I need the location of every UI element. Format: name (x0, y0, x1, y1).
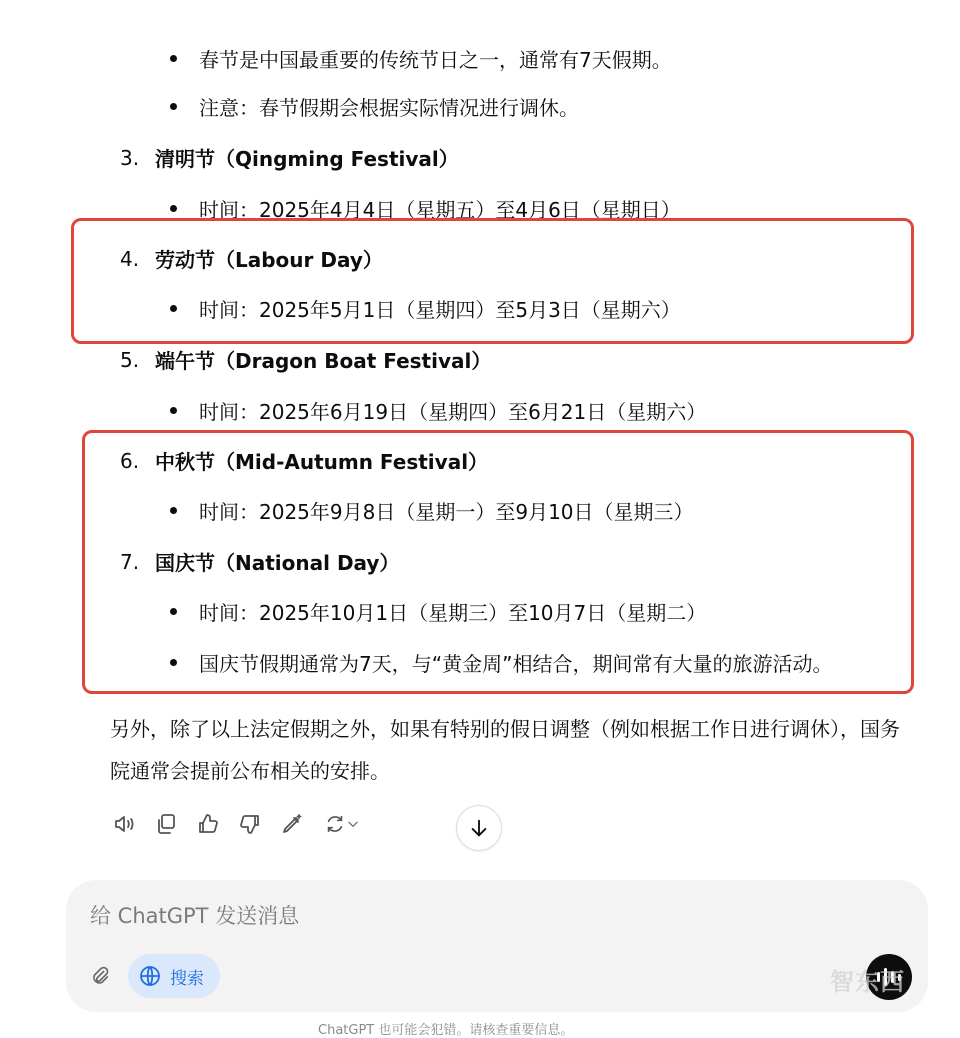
message-actions (110, 810, 378, 838)
cut-off-bullet (170, 40, 730, 70)
holiday-time-item (170, 396, 706, 425)
chevron-down-icon (346, 812, 360, 836)
thumbs-up-icon[interactable] (194, 810, 222, 838)
holiday-title: 清明节（Qingming Festival） (155, 147, 459, 171)
bullet-dot (170, 407, 177, 414)
regenerate-icon[interactable] (320, 810, 364, 838)
holiday-title: 中秋节（Mid-Autumn Festival） (155, 450, 489, 474)
closing-paragraph: 另外，除了以上法定假期之外，如果有特别的假日调整（例如根据工作日进行调休），国务院通常会提前公布相关的安排。 (110, 717, 900, 783)
holiday-title: 端午节（Dragon Boat Festival） (155, 349, 492, 373)
holiday-heading (120, 143, 459, 172)
spring-note-item (170, 92, 579, 121)
bullet-text: 春节是中国最重要的传统节日之一，通常有7天假期。 (199, 48, 672, 72)
list-number: 7. (120, 549, 140, 574)
list-number: 4. (120, 246, 140, 271)
thumbs-down-icon[interactable] (236, 810, 264, 838)
search-button[interactable] (128, 954, 220, 998)
bullet-text: 注意：春节假期会根据实际情况进行调休。 (199, 96, 579, 120)
holiday-time: 时间：2025年4月4日（星期五）至4月6日（星期日） (199, 198, 681, 222)
bullet-dot (170, 55, 177, 62)
scroll-down-button[interactable] (456, 805, 502, 851)
edit-icon[interactable] (278, 810, 306, 838)
attach-icon[interactable] (86, 962, 114, 990)
highlight-box-labour-day (71, 218, 914, 344)
footer-text: ChatGPT 也可能会犯错。请核查重要信息。 (318, 1023, 574, 1038)
holiday-time: 时间：2025年6月19日（星期四）至6月21日（星期六） (199, 400, 707, 424)
globe-icon (138, 964, 162, 988)
holiday-time: 时间：2025年9月8日（星期一）至9月10日（星期三） (199, 500, 694, 524)
arrow-down-icon (468, 817, 490, 839)
search-label: 搜索 (170, 968, 204, 989)
holiday-time: 时间：2025年5月1日（星期四）至5月3日（星期六） (199, 298, 681, 322)
highlight-box-autumn-national (82, 430, 914, 694)
list-number: 6. (120, 448, 140, 473)
speaker-icon[interactable] (110, 810, 138, 838)
bullet-dot (170, 205, 177, 212)
holiday-title: 劳动节（Labour Day） (155, 248, 383, 272)
holiday-heading (120, 345, 491, 374)
message-input[interactable]: 给 ChatGPT 发送消息 (90, 904, 300, 928)
holiday-title: 国庆节（National Day） (155, 551, 400, 575)
holiday-note: 国庆节假期通常为7天，与“黄金周”相结合，期间常有大量的旅游活动。 (199, 652, 833, 676)
copy-icon[interactable] (152, 810, 180, 838)
bullet-dot (170, 103, 177, 110)
list-number: 3. (120, 145, 140, 170)
holiday-time: 时间：2025年10月1日（星期三）至10月7日（星期二） (199, 601, 707, 625)
message-composer (66, 880, 928, 1012)
list-number: 5. (120, 347, 140, 372)
watermark: 智东西 (830, 968, 905, 996)
footer-disclaimer (318, 1022, 638, 1038)
